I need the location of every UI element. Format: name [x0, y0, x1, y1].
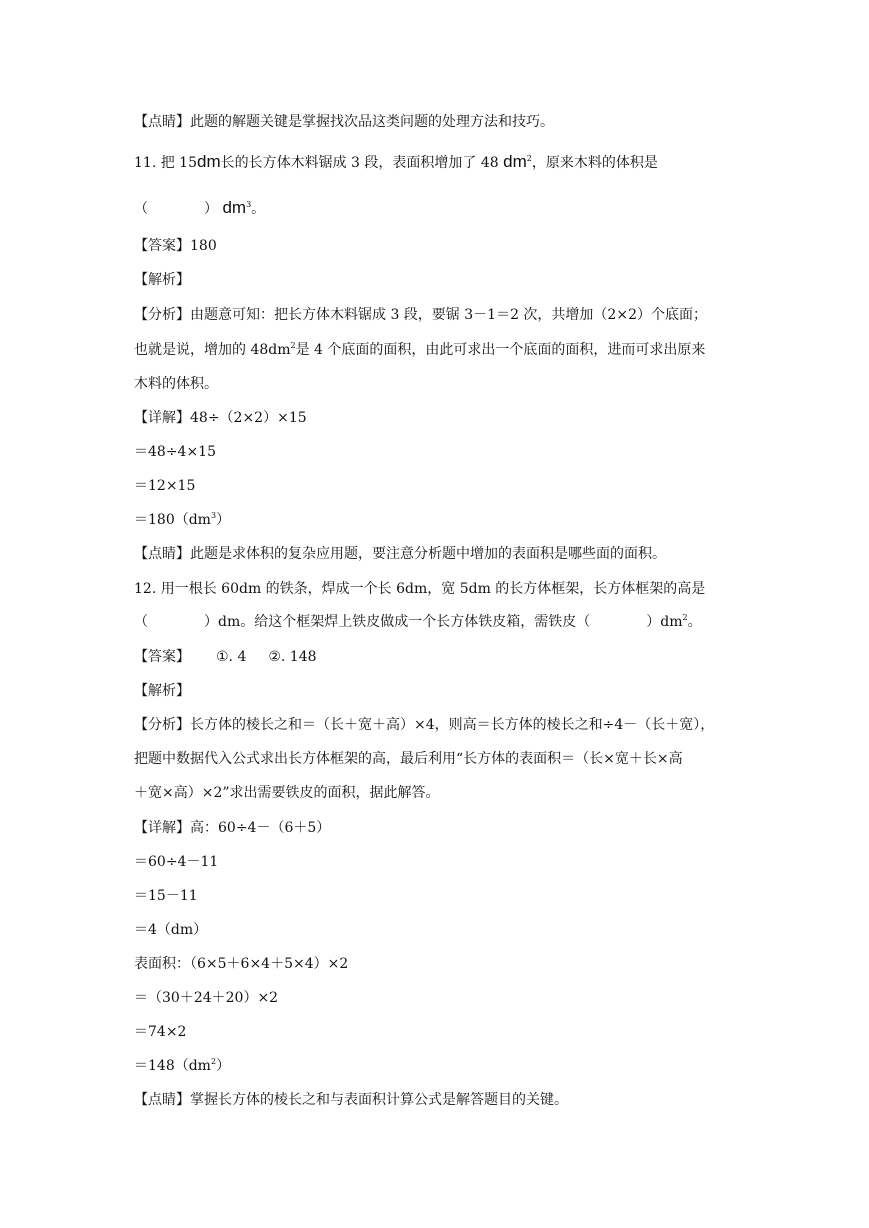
section-tag: 【详解】 [134, 820, 190, 836]
detail-12-line-8 [134, 1056, 230, 1076]
detail-12-line-2 [134, 852, 218, 872]
detail-11-line-3 [134, 476, 195, 496]
text: ，原来木料的体积是 [531, 155, 658, 171]
analysis-11-line-3 [134, 374, 218, 394]
section-tag: 【解析】 [134, 272, 190, 288]
question-11-line-1 [134, 152, 658, 173]
equation: ＝（30＋24＋20）×2 [134, 990, 279, 1006]
question-12-line-1 [134, 579, 705, 599]
blank-open: （ [134, 614, 148, 630]
unit: dm [222, 198, 247, 217]
question-number: 12. [134, 581, 157, 597]
superscript: 2 [290, 341, 296, 350]
text: ＋宽×高）×2”求出需要铁皮的面积，据此解答。 [134, 785, 440, 801]
analysis-12-line-3 [134, 783, 440, 803]
answer-12 [134, 647, 317, 667]
question-12-line-2 [134, 612, 702, 632]
dianjing-12 [134, 1090, 568, 1110]
section-tag: 【详解】 [134, 410, 190, 426]
detail-12-line-7 [134, 1022, 186, 1042]
section-tag: 【答案】 [134, 649, 190, 665]
text: ）dm [646, 614, 683, 630]
analysis-12-line-1 [134, 715, 714, 735]
equation: 高：60÷4－（6＋5） [190, 820, 331, 836]
unit: dm [503, 152, 527, 171]
superscript: 3 [210, 511, 217, 520]
text: 。 [251, 201, 266, 217]
section-tag: 【点睛】 [134, 1092, 190, 1108]
analysis-12-line-2 [134, 749, 683, 769]
text: 把 15 [160, 155, 197, 171]
analysis-11-line-1 [134, 305, 707, 325]
text: 是 4 个底面的面积，由此可求出一个底面的面积，进而可求出原来 [295, 342, 706, 358]
text: 180 [190, 238, 217, 254]
equation: ＝12×15 [134, 478, 196, 494]
equation: 表面积：（6×5＋6×4＋5×4）×2 [134, 956, 349, 972]
equation: ＝74×2 [134, 1024, 187, 1040]
equation: ＝15－11 [134, 888, 198, 904]
detail-11-line-2 [134, 442, 216, 462]
answer-item: ①. 4 [216, 649, 247, 665]
text: 由题意可知：把长方体木料锯成 3 段，要锯 3－1＝2 次，共增加（2×2）个底面； [190, 307, 707, 323]
detail-12-line-6 [134, 988, 278, 1008]
text: 长方体的棱长之和＝（长＋宽＋高）×4，则高＝长方体的棱长之和÷4－（长＋宽）， [190, 717, 715, 733]
text: 也就是说，增加的 48dm [134, 342, 291, 358]
jiexi-12 [134, 681, 190, 701]
text: ）dm。给这个框架焊上铁皮做成一个长方体铁皮箱，需铁皮（ [204, 614, 591, 630]
detail-11-line-4 [134, 510, 230, 530]
text: 长的长方体木料锯成 3 段，表面积增加了 48 [220, 155, 499, 171]
equation: ＝180（dm [134, 512, 211, 528]
detail-12-line-4 [134, 920, 207, 940]
text: ） [216, 1058, 231, 1074]
section-tag: 【点睛】 [134, 546, 190, 562]
equation: ＝48÷4×15 [134, 444, 216, 460]
equation: ＝148（dm [134, 1058, 211, 1074]
text: 掌握长方体的棱长之和与表面积计算公式是解答题目的关键。 [190, 1092, 568, 1108]
detail-11-line-1 [134, 408, 307, 428]
superscript: 2 [526, 154, 532, 163]
detail-12-line-5 [134, 954, 348, 974]
section-tag: 【解析】 [134, 683, 190, 699]
question-number: 11. [134, 155, 157, 171]
detail-12-line-3 [134, 886, 198, 906]
blank-open: （ [134, 201, 148, 217]
detail-12-line-1 [134, 818, 330, 838]
unit: dm [196, 152, 221, 171]
analysis-11-line-2 [134, 340, 705, 360]
text: 。 [687, 614, 702, 630]
text: ） [216, 512, 231, 528]
text: 此题是求体积的复杂应用题，要注意分析题中增加的表面积是哪些面的面积。 [190, 546, 666, 562]
superscript: 2 [682, 613, 688, 622]
equation: ＝4（dm） [134, 922, 208, 938]
superscript: 3 [246, 200, 252, 209]
text: 木料的体积。 [134, 376, 218, 392]
text: 此题的解题关键是掌握找次品这类问题的处理方法和技巧。 [190, 114, 554, 130]
superscript: 2 [210, 1057, 217, 1066]
section-tag: 【分析】 [134, 717, 190, 733]
blank-close: ） [204, 201, 218, 217]
text: 把题中数据代入公式求出长方体框架的高，最后利用“长方体的表面积＝（长×宽＋长×高 [134, 751, 683, 767]
text: 用一根长 60dm 的铁条，焊成一个长 6dm，宽 5dm 的长方体框架，长方体框架的高是 [160, 581, 706, 597]
equation: 48÷（2×2）×15 [190, 410, 307, 426]
dianjing-11 [134, 544, 666, 564]
jiexi-11 [134, 270, 190, 290]
equation: ＝60÷4－11 [134, 854, 219, 870]
answer-item: ②. 148 [268, 649, 317, 665]
section-tag: 【分析】 [134, 307, 190, 323]
section-tag: 【答案】 [134, 238, 190, 254]
dianjing-previous [134, 112, 554, 132]
section-tag: 【点睛】 [134, 114, 190, 130]
question-11-line-2 [134, 198, 265, 219]
answer-11 [134, 236, 217, 256]
